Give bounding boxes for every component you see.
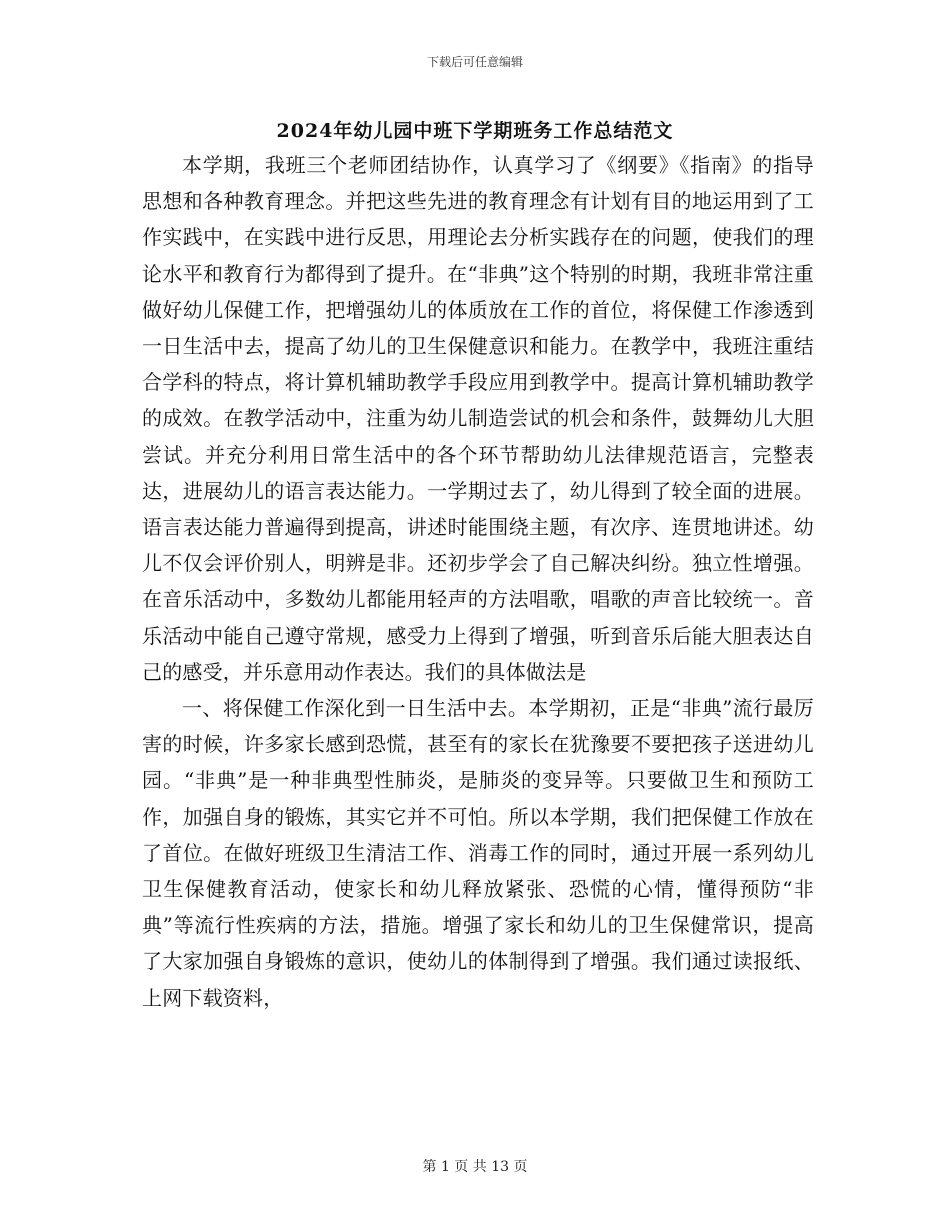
document-body	[142, 147, 814, 1016]
body-paragraph-2: 一、将保健工作深化到一日生活中去。本学期初，正是“非典”流行最厉害的时候，许多家长感到恐慌，甚至有的家长在犹豫要不要把孩子送进幼儿园。“非典”是一种非典型性肺炎，是肺炎的变异等。只要做卫生和预防工作，加强自身的锻炼，其实它并不可怕。所以本学期，我们把保健工作放在了首位。在做好班级卫生清洁工作、消毒工作的同时，通过开展一系列幼儿卫生保健教育活动，使家长和幼儿释放紧张、恐慌的心情，懂得预防“非典”等流行性疾病的方法，措施。增强了家长和幼儿的卫生保健常识，提高了大家加强自身锻炼的意识，使幼儿的体制得到了增强。我们通过读报纸、上网下载资料，	[142, 696, 814, 1010]
document-title: 2024年幼儿园中班下学期班务工作总结范文	[276, 120, 674, 142]
body-paragraph-1: 本学期，我班三个老师团结协作，认真学习了《纲要》《指南》的指导思想和各种教育理念。并把这些先进的教育理念有计划有目的地运用到了工作实践中，在实践中进行反思，用理论去分析实践存在的问题，使我们的理论水平和教育行为都得到了提升。在“非典”这个特别的时期，我班非常注重做好幼儿保健工作，把增强幼儿的体质放在工作的首位，将保健工作渗透到一日生活中去，提高了幼儿的卫生保健意识和能力。在教学中，我班注重结合学科的特点，将计算机辅助教学手段应用到教学中。提高计算机辅助教学的成效。在教学活动中，注重为幼儿制造尝试的机会和条件，鼓舞幼儿大胆尝试。并充分利用日常生活中的各个环节帮助幼儿法律规范语言，完整表达，进展幼儿的语言表达能力。一学期过去了，幼儿得到了较全面的进展。语言表达能力普遍得到提高，讲述时能围绕主题，有次序、连贯地讲述。幼儿不仅会评价别人，明辨是非。还初步学会了自己解决纠纷。独立性增强。在音乐活动中，多数幼儿都能用轻声的方法唱歌，唱歌的声音比较统一。音乐活动中能自己遵守常规，感受力上得到了增强，听到音乐后能大胆表达自己的感受，并乐意用动作表达。我们的具体做法是	[142, 153, 814, 684]
page-number-footer: 第 1 页 共 13 页	[422, 1159, 528, 1175]
page-header-note: 下载后可任意编辑	[426, 55, 523, 69]
